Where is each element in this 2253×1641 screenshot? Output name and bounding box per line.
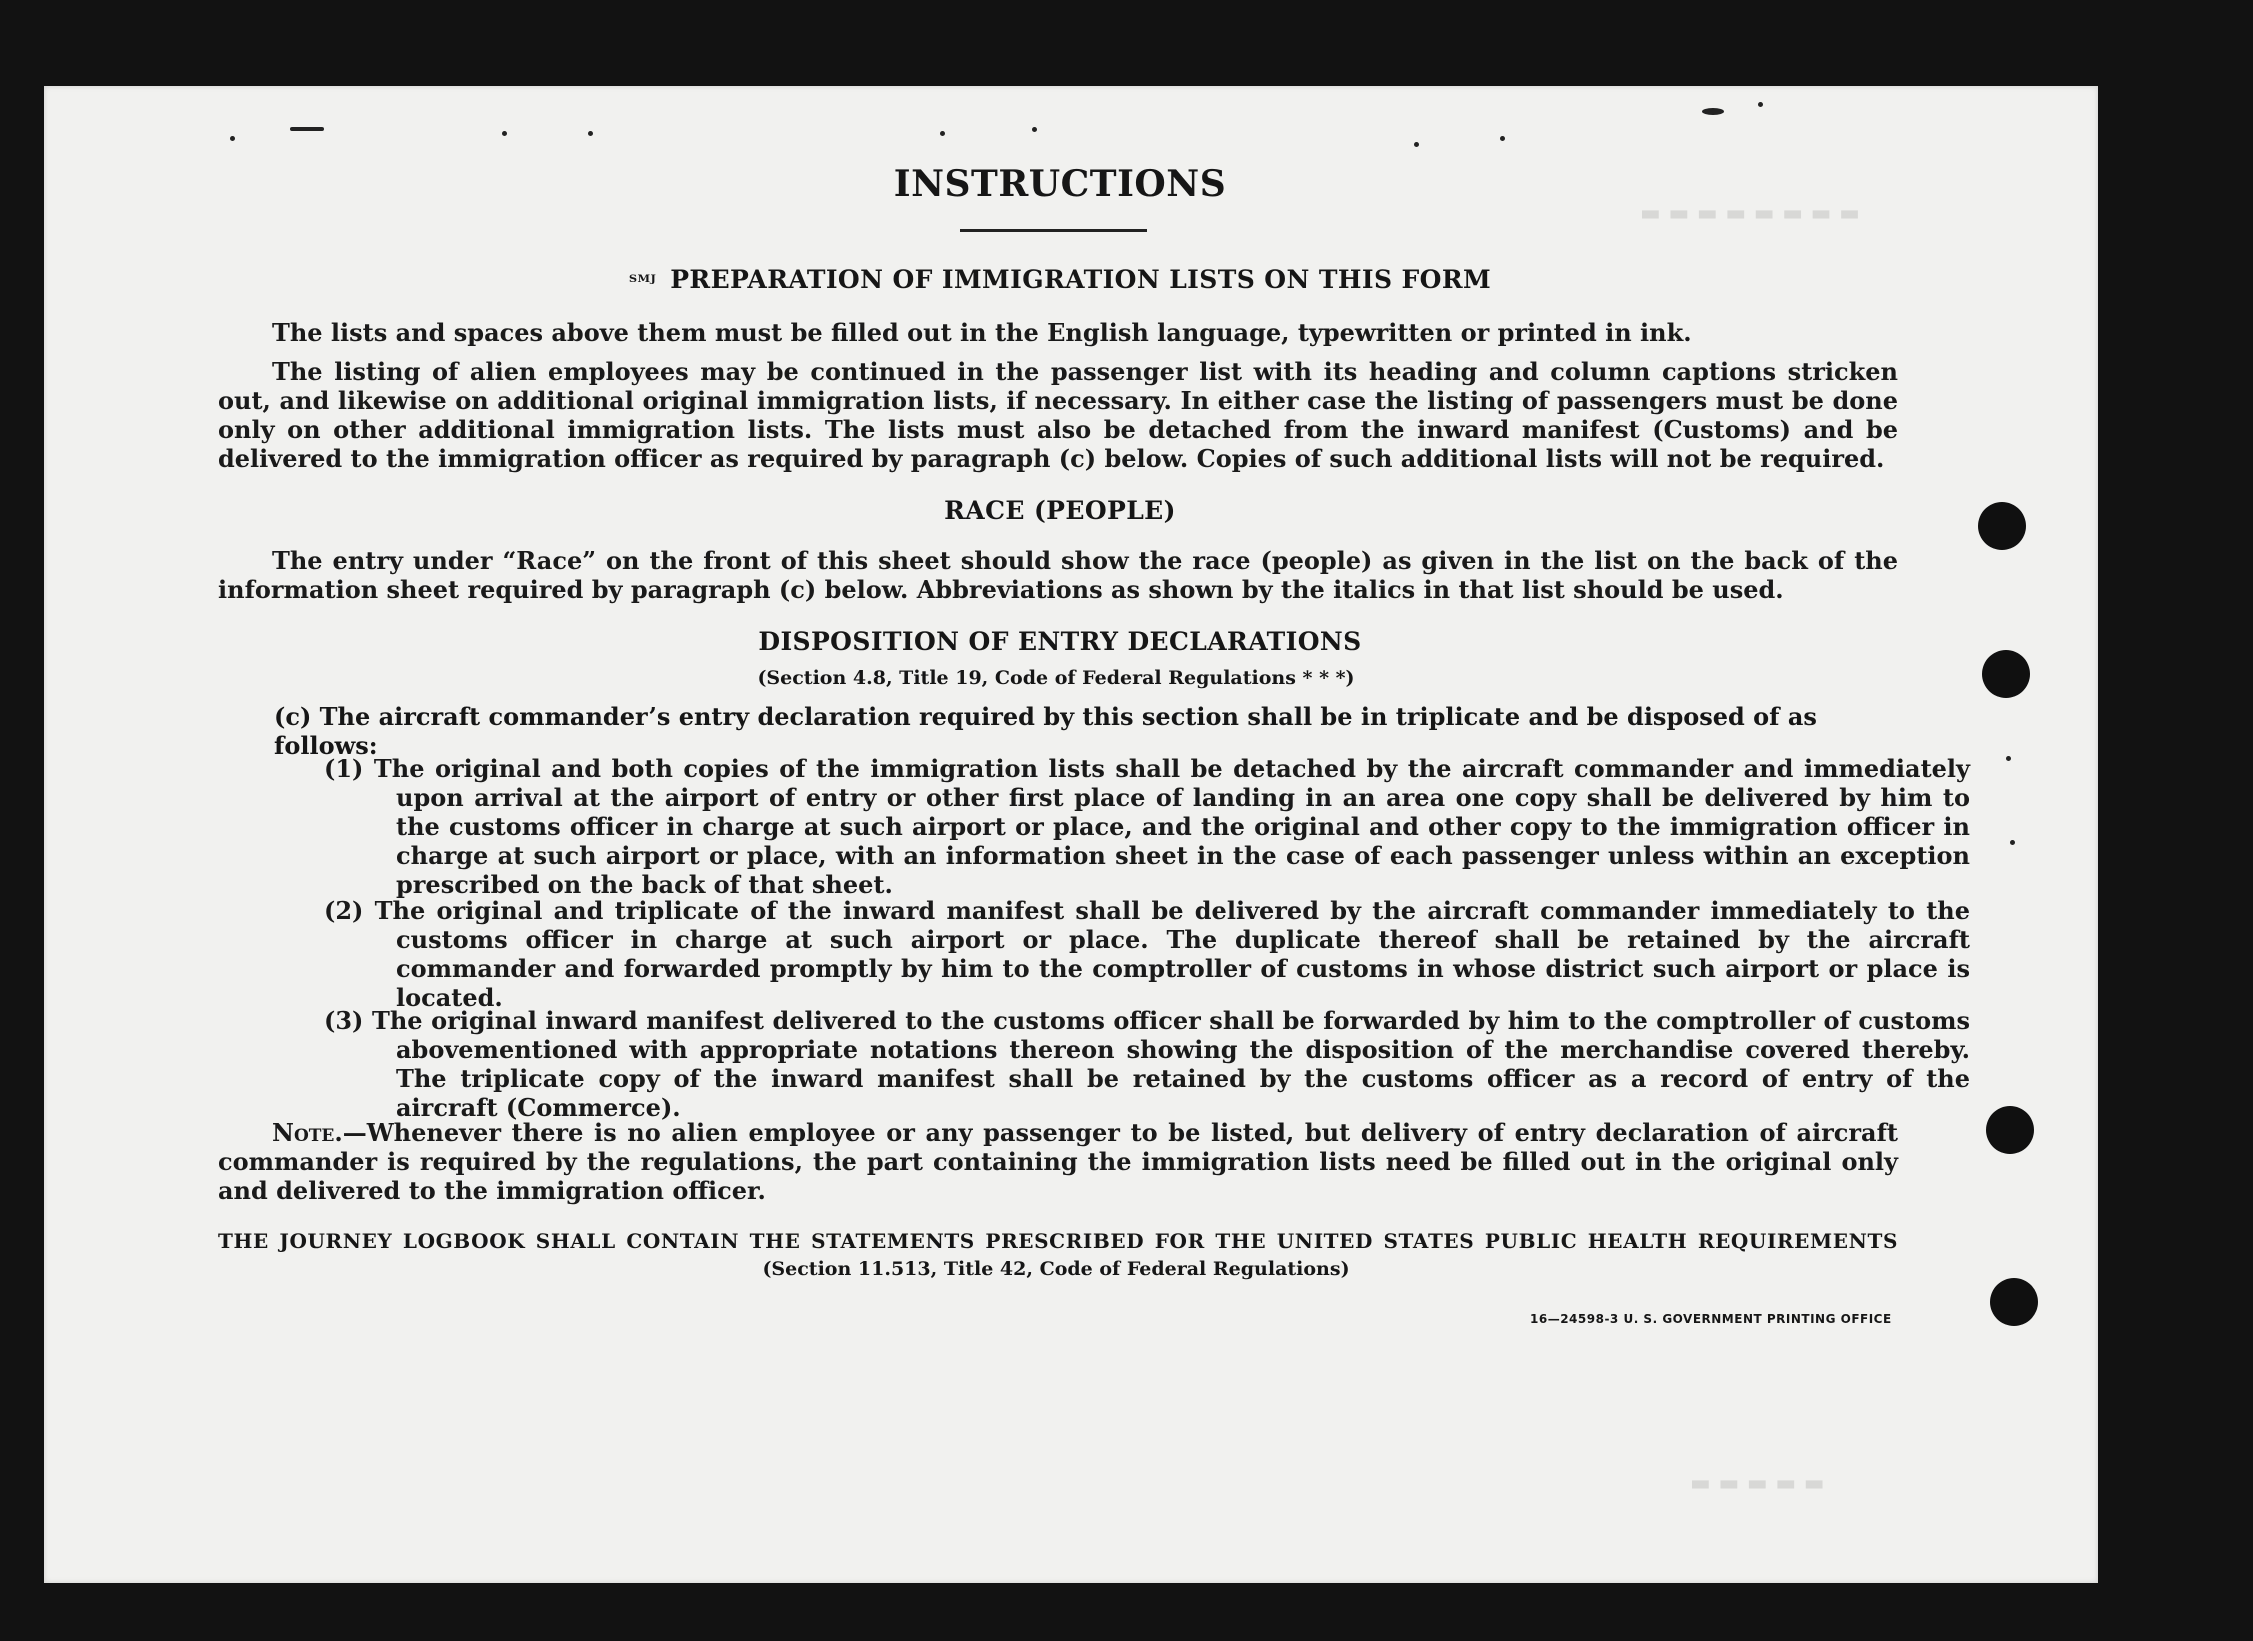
stamp-marker: ᵀᴹᴶ — [628, 272, 657, 293]
dust-speck — [1702, 108, 1724, 115]
title-underline — [960, 229, 1147, 232]
list-item-1: (1) The original and both copies of the immigration lists shall be detached by the aircraft commander and immediately upon arrival at the airport of entry or other first place of landing in an area one copy shall be delivered by him to the customs officer in charge at such airport or place, and the original and other copy to the immigration officer in charge at such airport or place, with an information sheet in the case of each passenger unless within an exception prescribed on the back of that sheet. — [324, 754, 1970, 899]
section-heading-preparation — [0, 265, 2120, 294]
heading-text: PREPARATION OF IMMIGRATION LISTS ON THIS FORM — [670, 265, 1492, 294]
scan-edge — [44, 1583, 2098, 1641]
dust-speck — [940, 131, 945, 136]
dust-speck — [1032, 127, 1037, 132]
page-title: INSTRUCTIONS — [893, 163, 1227, 205]
dust-speck — [1758, 102, 1763, 107]
citation-title-19: (Section 4.8, Title 19, Code of Federal Regulations * * *) — [757, 667, 1355, 689]
note-paragraph — [218, 1118, 1898, 1205]
dust-speck — [1414, 142, 1419, 147]
dust-speck — [502, 131, 507, 136]
section-heading-disposition: DISPOSITION OF ENTRY DECLARATIONS — [758, 627, 1362, 656]
printer-imprint: 16—24598-3 U. S. GOVERNMENT PRINTING OFFICE — [1530, 1312, 1892, 1326]
paragraph-race: The entry under “Race” on the front of this sheet should show the race (people) as given in the list on the back of the information sheet required by paragraph (c) below. Abbreviations as shown by the italics in that list should be used. — [218, 546, 1898, 604]
clause-c: (c) The aircraft commander’s entry declaration required by this section shall be in triplicate and be disposed of as follows: — [274, 702, 1817, 760]
section-heading-race: RACE (PEOPLE) — [944, 496, 1176, 525]
dust-speck — [1500, 136, 1505, 141]
dust-speck — [2010, 840, 2015, 845]
paragraph-listing: The listing of alien employees may be continued in the passenger list with its heading and column captions stricken out, and likewise on additional original immigration lists, if necessary. In either case the listing of passengers must be done only on other additional immigration lists. The lists must also be detached from the inward manifest (Customs) and be delivered to the immigration officer as required by paragraph (c) below. Copies of such additional lists will not be required. — [218, 357, 1898, 473]
punch-hole — [1990, 1278, 2038, 1326]
dust-speck — [290, 127, 324, 131]
punch-hole — [1986, 1106, 2034, 1154]
bleed-through-mark: ▬ ▬ ▬ ▬ ▬ ▬ ▬ ▬ — [1640, 200, 1860, 226]
dust-speck — [2006, 756, 2011, 761]
paragraph-language: The lists and spaces above them must be filled out in the English language, typewritten or printed in ink. — [272, 318, 1692, 347]
health-requirements-line: THE JOURNEY LOGBOOK SHALL CONTAIN THE STATEMENTS PRESCRIBED FOR THE UNITED STATES PUBLIC HEALTH REQUIREMENTS — [218, 1229, 1898, 1253]
note-label: Note. — [272, 1118, 343, 1147]
citation-title-42: (Section 11.513, Title 42, Code of Federal Regulations) — [762, 1258, 1350, 1280]
note-text: —Whenever there is no alien employee or any passenger to be listed, but delivery of entry declaration of aircraft commander is required by the regulations, the part containing the immigration lists need be filled out in the original only and delivered to the immigration officer. — [218, 1118, 1898, 1205]
dust-speck — [588, 131, 593, 136]
list-item-3: (3) The original inward manifest delivered to the customs officer shall be forwarded by him to the comptroller of customs abovementioned with appropriate notations thereon showing the disposition of the merchandise covered thereby. The triplicate copy of the inward manifest shall be retained by the customs officer as a record of entry of the aircraft (Commerce). — [324, 1006, 1970, 1122]
bleed-through-mark: ▬ ▬ ▬ ▬ ▬ — [1690, 1470, 1825, 1496]
dust-speck — [230, 136, 235, 141]
list-item-2: (2) The original and triplicate of the inward manifest shall be delivered by the aircraft commander immediately to the customs officer in charge at such airport or place. The duplicate thereof shall be retained by the aircraft commander and forwarded promptly by him to the comptroller of customs in whose district such airport or place is located. — [324, 896, 1970, 1012]
